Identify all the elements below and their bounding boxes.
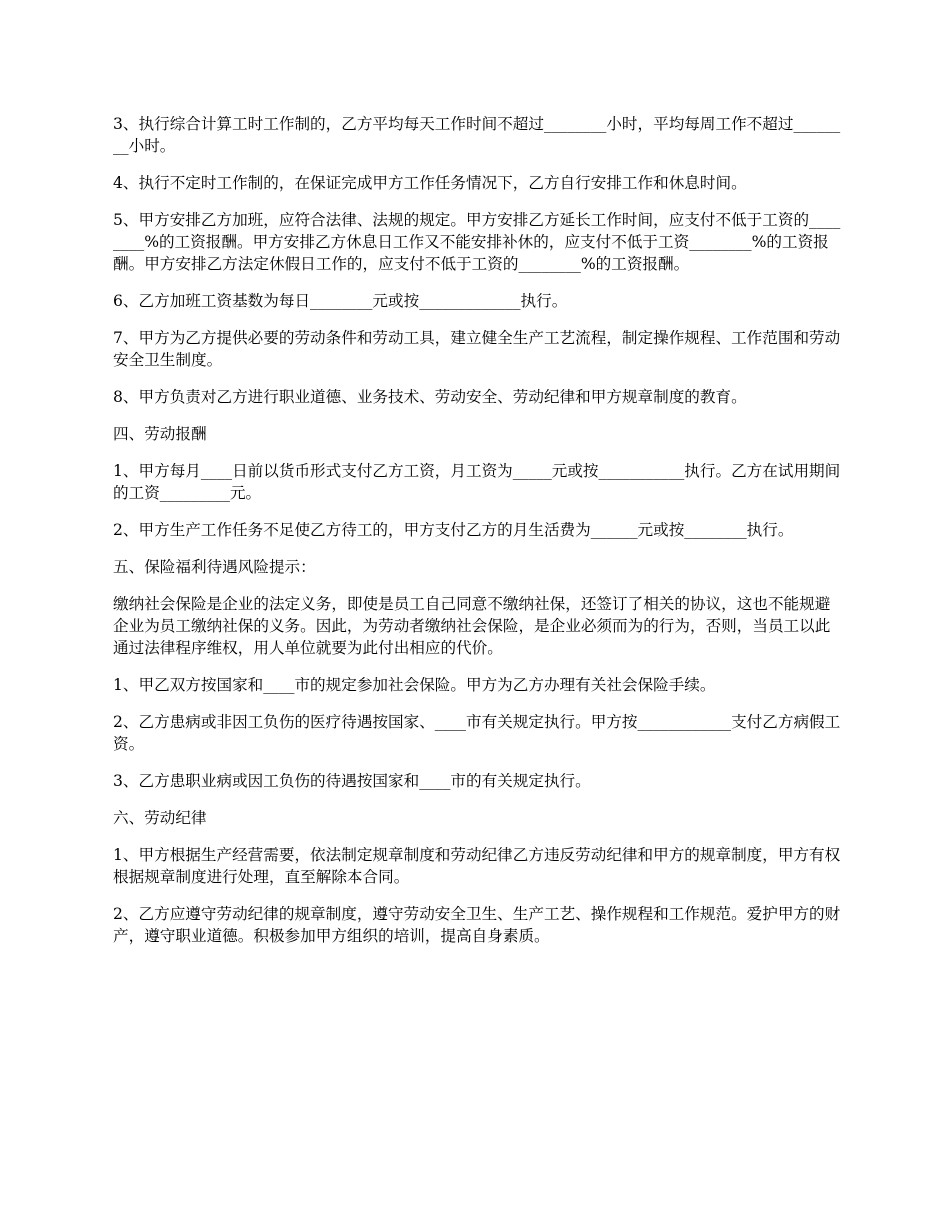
clause-3-comprehensive-hours: 3、执行综合计算工时工作制的，乙方平均每天工作时间不超过________小时，平均每周工作不超过________小时。	[113, 115, 841, 155]
clause-7-labor-conditions: 7、甲方为乙方提供必要的劳动条件和劳动工具，建立健全生产工艺流程，制定操作规程、工作范围和劳动安全卫生制度。	[113, 329, 841, 369]
document-body	[113, 113, 843, 962]
section-heading-remuneration: 四、劳动报酬	[113, 425, 207, 443]
clause-discipline-2: 2、乙方应遵守劳动纪律的规章制度，遵守劳动安全卫生、生产工艺、操作规程和工作规范。爱护甲方的财产，遵守职业道德。积极参加甲方组织的培训，提高自身素质。	[113, 905, 841, 945]
clause-remuneration-2: 2、甲方生产工作任务不足使乙方待工的，甲方支付乙方的月生活费为______元或按________执行。	[113, 521, 794, 539]
clause-remuneration-1: 1、甲方每月____日前以货币形式支付乙方工资，月工资为_____元或按___________执行。乙方在试用期间的工资_________元。	[113, 462, 841, 502]
section-heading-insurance: 五、保险福利待遇风险提示：	[113, 558, 316, 576]
clause-insurance-1: 1、甲乙双方按国家和____市的规定参加社会保险。甲方为乙方办理有关社会保险手续。	[113, 676, 716, 694]
clause-insurance-2: 2、乙方患病或非因工负伤的医疗待遇按国家、____市有关规定执行。甲方按____________支付乙方病假工资。	[113, 713, 841, 753]
insurance-risk-note: 缴纳社会保险是企业的法定义务，即使是员工自己同意不缴纳社保，还签订了相关的协议，这也不能规避企业为员工缴纳社保的义务。因此，为劳动者缴纳社会保险，是企业必须而为的行为，否则，当员工以此通过法律程序维权，用人单位就要为此付出相应的代价。	[113, 595, 831, 657]
section-heading-discipline: 六、劳动纪律	[113, 809, 207, 827]
clause-8-training: 8、甲方负责对乙方进行职业道德、业务技术、劳动安全、劳动纪律和甲方规章制度的教育。	[113, 388, 747, 406]
clause-insurance-3: 3、乙方患职业病或因工负伤的待遇按国家和____市的有关规定执行。	[113, 772, 591, 790]
clause-discipline-1: 1、甲方根据生产经营需要，依法制定规章制度和劳动纪律乙方违反劳动纪律和甲方的规章制度，甲方有权根据规章制度进行处理，直至解除本合同。	[113, 846, 841, 886]
clause-5-overtime-pay: 5、甲方安排乙方加班，应符合法律、法规的规定。甲方安排乙方延长工作时间，应支付不低于工资的________%的工资报酬。甲方安排乙方休息日工作又不能安排补休的，应支付不低于工资________%的工资报酬。甲方安排乙方法定休假日工作的，应支付不低于工资的________%的工资报酬。	[113, 211, 841, 273]
clause-6-overtime-base: 6、乙方加班工资基数为每日________元或按_____________执行。	[113, 292, 568, 310]
clause-4-flexible-hours: 4、执行不定时工作制的，在保证完成甲方工作任务情况下，乙方自行安排工作和休息时间。	[113, 174, 747, 192]
